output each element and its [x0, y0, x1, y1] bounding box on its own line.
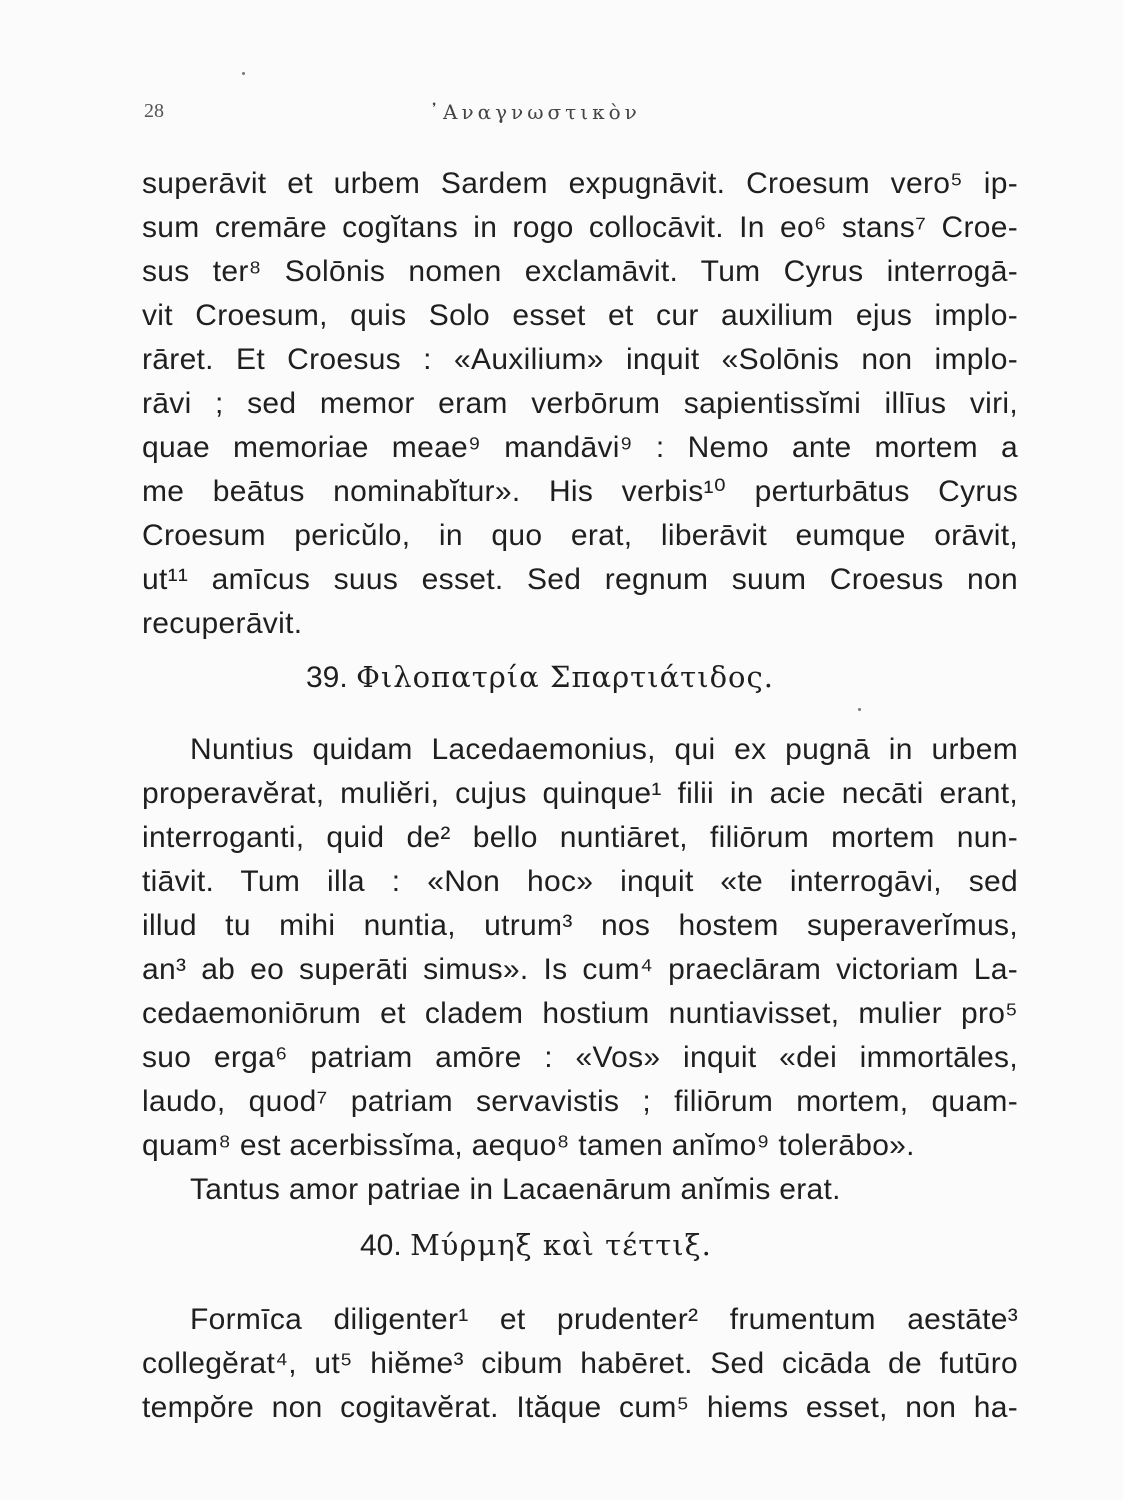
passage-ant-cicada [142, 1298, 1018, 1430]
text-line: Nuntius quidam Lacedaemonius, qui ex pugnā in urbem [190, 733, 1018, 766]
text-line: superāvit et urbem Sardem expugnāvit. Croesum vero⁵ ip- [142, 167, 1018, 200]
running-head: ᾿Αναγνωστικὸν [429, 100, 641, 124]
text-line: tempŏre non cogitavĕrat. Ităque cum⁵ hiems esset, non ha- [142, 1391, 1018, 1424]
text-line: properavĕrat, muliĕri, cujus quinque¹ filii in acie necāti erant, [142, 777, 1018, 810]
text-line: illud tu mihi nuntia, utrum³ nos hostem superaverĭmus, [142, 909, 1018, 942]
print-speck [858, 708, 861, 711]
print-speck [242, 72, 245, 75]
text-line: an³ ab eo superāti simus». Is cum⁴ praeclāram victoriam La- [142, 953, 1018, 986]
text-line: quam⁸ est acerbissĭma, aequo⁸ tamen anĭmo⁹ tolerābo». [142, 1129, 915, 1162]
text-line: Tantus amor patriae in Lacaenārum anĭmis erat. [190, 1173, 841, 1206]
text-line: collegĕrat⁴, ut⁵ hiĕme³ cibum habēret. Sed cicāda de futūro [142, 1347, 1018, 1380]
text-line: quae memoriae meae⁹ mandāvi⁹ : Nemo ante mortem a [142, 431, 1018, 464]
passage-croesus [142, 162, 1018, 646]
section-number: 39. [306, 661, 348, 694]
text-line: sus ter⁸ Solōnis nomen exclamāvit. Tum Cyrus interrogā- [142, 255, 1018, 288]
text-line: tiāvit. Tum illa : «Non hoc» inquit «te interrogāvi, sed [142, 865, 1018, 898]
page-header [144, 100, 1024, 130]
text-line: rāvi ; sed memor eram verbōrum sapientissĭmi illīus viri, [142, 387, 1018, 420]
section-title: Μύρμηξ καὶ τέττιξ. [410, 1228, 712, 1262]
passage-spartan-mother [142, 728, 1018, 1212]
text-line: rāret. Et Croesus : «Auxilium» inquit «Solōnis non implo- [142, 343, 1018, 376]
text-line: vit Croesum, quis Solo esset et cur auxilium ejus implo- [142, 299, 1018, 332]
text-line: Croesum pericŭlo, in quo erat, liberāvit eumque orāvit, [142, 519, 1018, 552]
page-number: 28 [144, 100, 164, 122]
section-heading-40 [360, 1228, 1123, 1263]
text-line: cedaemoniōrum et cladem hostium nuntiavisset, mulier pro⁵ [142, 997, 1018, 1030]
section-heading-39 [306, 660, 1123, 695]
text-line: me beātus nominabĭtur». His verbis¹⁰ perturbātus Cyrus [142, 475, 1018, 508]
text-line: ut¹¹ amīcus suus esset. Sed regnum suum Croesus non [142, 563, 1018, 596]
text-line: sum cremāre cogĭtans in rogo collocāvit. In eo⁶ stans⁷ Croe- [142, 211, 1018, 244]
text-line: Formīca diligenter¹ et prudenter² frumentum aestāte³ [190, 1303, 1018, 1336]
text-line: laudo, quod⁷ patriam servavistis ; filiōrum mortem, quam- [142, 1085, 1018, 1118]
section-title: Φιλοπατρία Σπαρτιάτιδος. [356, 660, 774, 694]
section-number: 40. [360, 1229, 402, 1262]
text-line: recuperāvit. [142, 607, 303, 640]
text-line: suo erga⁶ patriam amōre : «Vos» inquit «dei immortāles, [142, 1041, 1018, 1074]
text-line: interroganti, quid de² bello nuntiāret, filiōrum mortem nun- [142, 821, 1018, 854]
